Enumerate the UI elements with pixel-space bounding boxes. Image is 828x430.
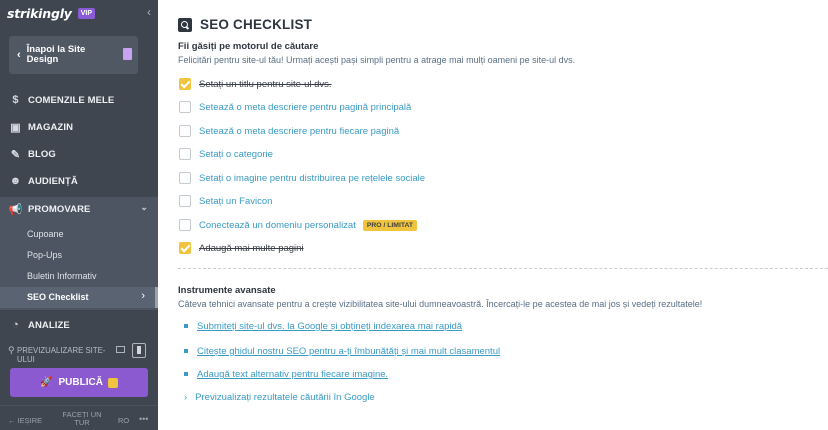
checklist-link[interactable]: Setați o imagine pentru distribuirea pe rețelele sociale <box>199 172 426 184</box>
nav-item-store[interactable] <box>0 116 158 138</box>
search-icon: ⚲ <box>8 345 15 355</box>
checklist-item[interactable] <box>179 194 272 208</box>
checklist-item[interactable] <box>179 241 304 255</box>
nav-item-blog[interactable] <box>0 143 158 165</box>
advanced-link-item <box>184 321 462 332</box>
search-icon <box>178 18 192 32</box>
chevron-right-icon: › <box>184 392 188 403</box>
advanced-link-item <box>184 369 388 380</box>
section-title: Fii găsiți pe motorul de căutare <box>178 41 319 52</box>
section-description: Felicitări pentru site-ul tău! Urmați acești pași simpli pentru a atrage mai mulți oameni pe site-ul dvs. <box>178 55 576 65</box>
site-preview <box>8 345 153 365</box>
document-icon <box>123 48 132 60</box>
mobile-icon[interactable] <box>132 343 146 358</box>
submenu-label: SEO Checklist <box>27 292 89 302</box>
checklist-item[interactable] <box>179 171 425 185</box>
checklist-link[interactable]: Setează o meta descriere pentru pagină principală <box>199 101 412 113</box>
checklist-item[interactable] <box>179 77 332 91</box>
dollar-icon: $ <box>12 94 19 106</box>
submenu-item-popups[interactable]: Pop-Ups <box>27 250 63 260</box>
checkbox[interactable] <box>179 195 191 207</box>
preview-search-label: Previzualizați rezultatele căutării în Google <box>195 392 375 403</box>
checklist-label: Adaugă mai multe pagini <box>199 242 304 254</box>
megaphone-icon: 📢 <box>8 204 23 216</box>
checklist-link[interactable]: Setați un Favicon <box>199 195 273 207</box>
checklist-link[interactable]: Conectează un domeniu personalizat <box>199 219 356 231</box>
nav-item-orders[interactable] <box>0 89 158 111</box>
publish-button[interactable] <box>10 368 148 397</box>
page-header <box>178 17 312 32</box>
nav-label: COMENZILE MELE <box>28 94 115 106</box>
nav-label: PROMOVARE <box>28 204 91 215</box>
checklist-item[interactable] <box>179 218 417 232</box>
tour-link[interactable]: FACEȚI UN TUR <box>62 410 102 427</box>
store-icon: ▣ <box>10 121 21 134</box>
page-title: SEO CHECKLIST <box>200 17 313 32</box>
submenu-item-coupons[interactable]: Cupoane <box>27 229 64 239</box>
chevron-right-icon: › <box>141 290 145 302</box>
people-icon: ☻ <box>9 175 22 187</box>
nav-label: MAGAZIN <box>28 121 74 133</box>
advanced-link-item <box>184 346 500 357</box>
checkbox[interactable] <box>179 125 191 137</box>
submenu-item-newsletter[interactable]: Buletin Informativ <box>27 271 97 281</box>
desktop-icon[interactable] <box>116 346 125 353</box>
pen-icon: ✎ <box>10 148 21 161</box>
checkbox[interactable] <box>179 101 191 113</box>
publish-label: PUBLICĂ <box>58 377 103 388</box>
more-icon[interactable]: ••• <box>139 414 149 424</box>
section-title: Instrumente avansate <box>178 285 276 296</box>
alt-text-link[interactable]: Adaugă text alternativ pentru fiecare imagine. <box>197 369 389 380</box>
sidebar <box>0 0 158 430</box>
main-content <box>158 0 828 430</box>
chart-icon: ◔ <box>12 319 19 331</box>
coin-icon <box>108 378 118 388</box>
nav-label: ANALIZE <box>28 319 70 331</box>
checkbox-checked[interactable] <box>179 242 191 254</box>
collapse-sidebar-icon[interactable]: ‹ <box>147 5 151 19</box>
chevron-down-icon: ⌄ <box>140 202 148 212</box>
exit-link[interactable]: ← IEȘIRE <box>8 416 43 425</box>
nav-item-audience[interactable] <box>0 170 158 192</box>
bullet-icon <box>184 349 188 353</box>
checkbox-checked[interactable] <box>179 78 191 90</box>
checkbox[interactable] <box>179 219 191 231</box>
nav-item-analytics[interactable] <box>0 314 158 336</box>
pro-limited-badge: PRO / LIMITAT <box>363 220 417 231</box>
back-button-label: Înapoi la Site Design <box>26 44 86 65</box>
brand-logo[interactable] <box>7 4 95 22</box>
bullet-icon <box>184 324 188 328</box>
brand-name: strikingly <box>7 5 72 21</box>
seo-guide-link[interactable]: Citește ghidul nostru SEO pentru a-ți îmbunătăți și mai mult clasamentul <box>197 346 501 357</box>
preview-label: PREVIZUALIZARE SITE-ULUI <box>17 346 106 364</box>
checklist-label: Setați un titlu pentru site-ul dvs. <box>199 78 332 90</box>
language-selector[interactable]: RO <box>118 416 130 425</box>
rocket-icon: 🚀 <box>40 377 53 388</box>
sidebar-footer <box>0 405 158 430</box>
checklist-item[interactable] <box>179 124 399 138</box>
nav-label: AUDIENȚĂ <box>28 175 78 187</box>
section-description: Câteva tehnici avansate pentru a crește vizibilitatea site-ului dumneavoastră. Încercați-le pe acestea de mai jos și vedeți rezultatele! <box>178 299 703 309</box>
checklist-item[interactable] <box>179 147 273 161</box>
checkbox[interactable] <box>179 148 191 160</box>
preview-search-results[interactable] <box>184 392 375 403</box>
back-to-site-design-button[interactable] <box>9 36 138 74</box>
submenu-item-seo-checklist[interactable] <box>0 287 155 308</box>
checkbox[interactable] <box>179 172 191 184</box>
nav-label: BLOG <box>28 148 56 160</box>
divider <box>178 268 828 269</box>
bullet-icon <box>184 372 188 376</box>
checklist-item[interactable] <box>179 100 411 114</box>
submit-google-link[interactable]: Submiteți site-ul dvs. la Google și obțineți indexarea mai rapidă <box>197 321 463 332</box>
vip-badge: VIP <box>78 8 95 19</box>
checklist-link[interactable]: Setați o categorie <box>199 148 273 160</box>
checklist-link[interactable]: Setează o meta descriere pentru fiecare pagină <box>199 125 400 137</box>
chevron-left-icon: ‹ <box>17 49 21 61</box>
nav-item-promote[interactable] <box>0 197 158 222</box>
